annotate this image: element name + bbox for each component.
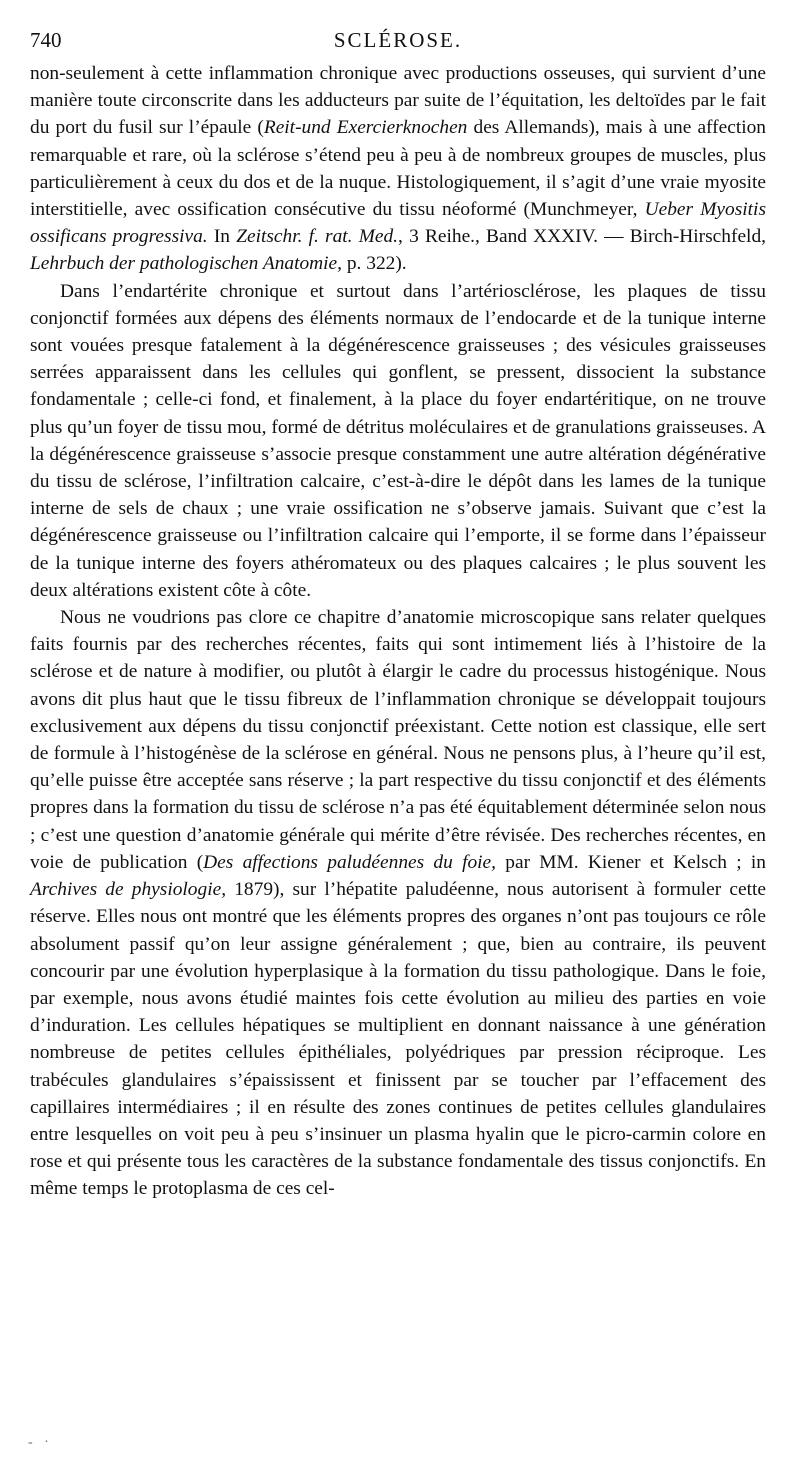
italic-citation: Archives de physiologie, [30,879,227,901]
page-number: 740 [30,28,62,52]
text-run: In [207,226,237,248]
italic-citation: Lehrbuch der pathologischen Anatomie, [30,253,343,275]
italic-citation: Reit-und Exercierknochen [263,117,468,139]
italic-citation: Zeitschr. f. rat. Med. [236,226,399,248]
text-run: Nous ne voudrions pas clore ce chapitre d’anatomie microscopique sans relater quelques faits fournis par des recherches récentes, faits qui sont intimement liés à l’histoire de la sclérose et de nature à modifier, ou plutôt à élargir le cadre du processus histogénique. Nous avons dit plus haut que le tissu fibreux de l’inflammation chronique se développait toujours exclusivement aux dépens du tissu conjonctif préexistant. Cette notion est classique, elle sert de formule à l’histogénèse de la sclérose en général. Nous ne pensons plus, à l’heure qu’il est, qu’elle puisse être acceptée sans réserve ; la part respective du tissu conjonctif et des éléments propres dans la formation du tissu de sclérose n’a pas été équitablement déterminée selon nous ; c’est une question d’anatomie générale qui mérite d’être révisée. Des recherches récentes, en voie de publication ( [30,607,766,873]
page-margin-specks: ‐ · [28,1435,53,1450]
document-page [30,28,766,1203]
running-title: SCLÉROSE. [333,28,463,52]
text-run: non-seulement à cette inflammation chronique avec productions osseuses, qui survient d’une manière toute circonscrite dans les adducteurs par suite de l’équitation, les deltoïdes par le fait du port du fusil sur l’épaule ( [30,63,766,139]
page-header [30,28,766,60]
paragraph-1 [30,60,766,278]
text-run: , 3 Reihe., Band XXXIV. — Birch-Hirschfeld, [398,226,766,248]
italic-citation: Ueber Myositis ossificans progressiva. [30,199,766,248]
body-text [30,60,766,1203]
text-run: par MM. Kiener et Kelsch ; in [496,851,766,873]
text-run: p. 322). [342,253,407,275]
text-run: 1879), sur l’hépatite paludéenne, nous autorisent à formuler cette réserve. Elles nous ont montré que les éléments propres des organes n’ont pas toujours ce rôle absolument passif qu’on leur assigne généralement ; que, bien au contraire, ils peuvent concourir par une évolution hyperplasique à la formation du tissu pathologique. Dans le foie, par exemple, nous avons étudié maintes fois cette évolution au milieu des parties en voie d’induration. Les cellules hépatiques se multiplient en donnant naissance à une génération nombreuse de petites cellules épithéliales, polyédriques par pression réciproque. Les trabécules glandulaires s’épaississent et finissent par se toucher par l’effacement des capillaires intermédiaires ; il en résulte des zones continues de petites cellules glandulaires entre lesquelles on voit peu à peu s’insinuer un plasma hyalin que le picro-carmin colore en rose et qui présente tous les caractères de la substance fondamentale des tissus conjonctifs. En même temps le protoplasma de ces cel- [30,879,766,1200]
text-run: Dans l’endartérite chronique et surtout dans l’artériosclérose, les plaques de tissu conjonctif formées aux dépens des éléments normaux de l’endocarde et de la tunique interne sont vouées presque fatalement à la dégénérescence graisseuses ; des vésicules graisseuses serrées apparaissent dans les cellules qui gonflent, se pressent, dissocient la substance fondamentale ; celle-ci fond, et finalement, à la place du foyer endartéritique, on ne trouve plus qu’un foyer de tissu mou, formé de détritus moléculaires et de granulations graisseuses. A la dégénérescence graisseuse s’associe presque constamment une autre altération dégénérative du tissu de sclérose, l’infiltration calcaire, c’est-à-dire le dépôt dans les lames de la tunique interne de sels de chaux ; une vraie ossification ne s’observe jamais. Suivant que c’est la dégénérescence graisseuse ou l’infiltration calcaire qui l’emporte, il se forme dans l’épaisseur de la tunique interne des foyers athéromateux ou des plaques calcaires ; le plus souvent les deux altérations existent côte à côte. [30,280,766,601]
italic-citation: Des affections paludéennes du foie, [203,851,497,873]
paragraph-2 [30,278,766,604]
paragraph-3 [30,604,766,1202]
text-run: des Allemands), mais à une affection remarquable et rare, où la sclérose s’étend peu à peu à de nombreux groupes de muscles, plus particulièrement à ceux du dos et de la nuque. Histologiquement, il s’agit d’une vraie myosite interstitielle, avec ossification consécutive du tissu néoformé (Munchmeyer, [30,117,766,221]
